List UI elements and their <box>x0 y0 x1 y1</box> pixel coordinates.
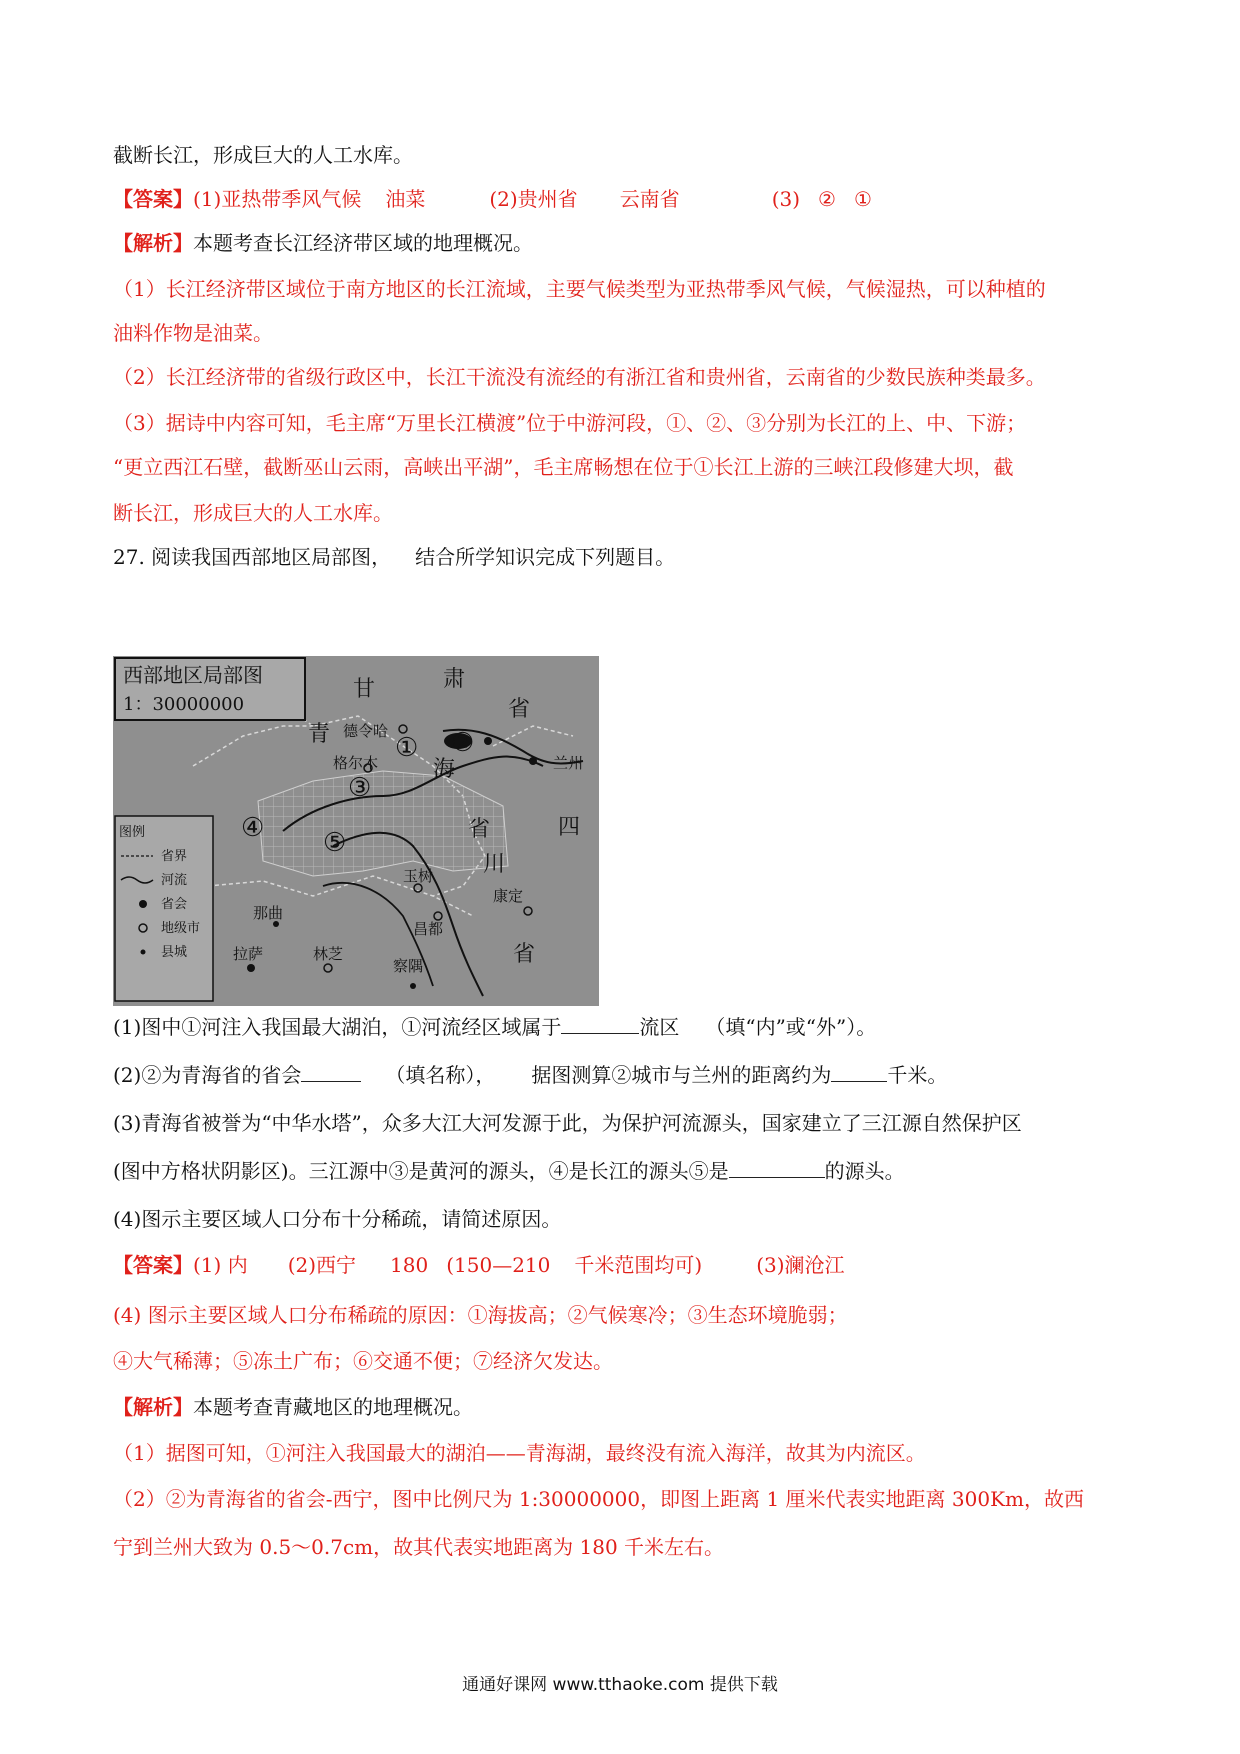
answer-part: 云南省 <box>619 187 680 211</box>
answer-part: (2)贵州省 <box>489 187 578 211</box>
map-label: 昌都 <box>413 920 444 938</box>
question-27 <box>113 542 1143 572</box>
answer-part: (1)亚热带季风气候 <box>193 187 362 211</box>
answer-27 <box>113 1250 1143 1280</box>
question-text: 27. 阅读我国西部地区局部图， <box>113 545 392 569</box>
map-label: 德令哈 <box>343 722 389 740</box>
question-3 <box>113 1156 1143 1186</box>
legend-item: 河流 <box>161 873 188 888</box>
map-label: 格尔木 <box>333 754 379 772</box>
answer-part: 千米范围均可) <box>574 1253 703 1277</box>
answer-part: (3) <box>771 187 801 211</box>
analysis-tag: 【解析】 <box>113 1395 193 1419</box>
map-marker: ① <box>395 733 419 763</box>
text-line: 油料作物是油菜。 <box>113 321 273 345</box>
map-label: 玉树 <box>403 867 434 885</box>
map-label: 四 <box>558 815 581 840</box>
text-line: (3)青海省被誉为“中华水塔”，众多大江大河发源于此，为保护河流源头，国家建立了三江源自然保护区 <box>113 1111 1022 1135</box>
map-marker: ④ <box>241 813 265 843</box>
legend-item: 地级市 <box>161 921 201 936</box>
map-title: 西部地区局部图 <box>123 663 263 687</box>
legend-item: 县城 <box>161 945 188 960</box>
map-label: 省 <box>513 942 536 967</box>
text-line: ④大气稀薄；⑤冻土广布；⑥交通不便；⑦经济欠发达。 <box>113 1349 613 1373</box>
answer-tag: 【答案】 <box>113 187 193 211</box>
map-scale: 1：30000000 <box>123 694 245 715</box>
text-line: 断长江，形成巨大的人工水库。 <box>113 501 393 525</box>
question-text: 千米。 <box>887 1063 948 1087</box>
map-label: 林芝 <box>313 945 344 963</box>
answer-part: ② <box>818 187 836 211</box>
map-label: 拉萨 <box>233 945 264 963</box>
text-line: （1）据图可知，①河注入我国最大的湖泊——青海湖，最终没有流入海洋，故其为内流区。 <box>113 1441 926 1465</box>
map-marker: ⑤ <box>323 828 347 858</box>
map-svg <box>113 656 599 1006</box>
map-label: 海 <box>433 757 456 782</box>
text-line: 宁到兰州大致为 0.5～0.7cm，故其代表实地距离为 180 千米左右。 <box>113 1535 725 1559</box>
answer-part: (150—210 <box>446 1253 551 1277</box>
analysis-26 <box>113 228 1143 258</box>
text-line: 截断长江，形成巨大的人工水库。 <box>113 143 413 167</box>
text-line: (4) 图示主要区域人口分布稀疏的原因：①海拔高；②气候寒冷；③生态环境脆弱； <box>113 1303 848 1327</box>
question-text: 流区 <box>639 1015 680 1039</box>
map-label: 青 <box>308 722 331 747</box>
answer-blank[interactable] <box>561 1013 639 1034</box>
text-line: （3）据诗中内容可知，毛主席“万里长江横渡”位于中游河段，①、②、③分别为长江的上、中、下游； <box>113 411 1027 435</box>
answer-blank[interactable] <box>831 1061 887 1082</box>
question-text: (1)图中①河注入我国最大湖泊，①河流经区域属于 <box>113 1015 562 1039</box>
page-footer: 通通好课网 www.tthaoke.com 提供下载 <box>462 1675 778 1695</box>
map-label: 肃 <box>443 667 466 692</box>
question-text: 的源头。 <box>824 1159 905 1183</box>
answer-part: (1) 内 <box>193 1253 248 1277</box>
question-text: （填“内”或“外”）。 <box>705 1015 877 1039</box>
map-label: 甘 <box>353 677 376 702</box>
legend-item: 省界 <box>161 849 188 864</box>
answer-26 <box>113 184 1143 214</box>
question-text: 结合所学知识完成下列题目。 <box>415 545 676 569</box>
analysis-text: 本题考查青藏地区的地理概况。 <box>193 1395 473 1419</box>
map-label: 察隅 <box>393 957 424 975</box>
answer-part: (2)西宁 <box>287 1253 357 1277</box>
question-text: (图中方格状阴影区)。三江源中③是黄河的源头，④是长江的源头⑤是 <box>113 1159 729 1183</box>
map-label: 那曲 <box>253 904 284 922</box>
analysis-tag: 【解析】 <box>113 231 193 255</box>
analysis-27 <box>113 1392 1143 1422</box>
text-line: （2）长江经济带的省级行政区中，长江干流没有流经的有浙江省和贵州省，云南省的少数民族种类最多。 <box>113 365 1046 389</box>
text-line: （1）长江经济带区域位于南方地区的长江流域，主要气候类型为亚热带季风气候，气候湿热，可以种植的 <box>113 277 1046 301</box>
answer-blank[interactable] <box>301 1061 361 1082</box>
legend-title: 图例 <box>119 825 146 840</box>
text-line: (4)图示主要区域人口分布十分稀疏，请简述原因。 <box>113 1207 562 1231</box>
map-label: 兰州 <box>553 754 584 772</box>
map-label: 康定 <box>493 887 524 905</box>
text-line: “更立西江石壁，截断巫山云雨，高峡出平湖”，毛主席畅想在位于①长江上游的三峡江段修建大坝，截 <box>113 455 1014 479</box>
map-label: 省 <box>508 697 531 722</box>
analysis-text: 本题考查长江经济带区域的地理概况。 <box>193 231 533 255</box>
map-marker: ② <box>451 728 475 758</box>
answer-tag: 【答案】 <box>113 1253 193 1277</box>
map-label: 省 <box>468 817 491 842</box>
answer-part: (3)澜沧江 <box>756 1253 845 1277</box>
map-marker: ③ <box>348 773 372 803</box>
question-text: （填名称）， <box>385 1063 496 1087</box>
answer-part: 油菜 <box>385 187 426 211</box>
answer-blank[interactable] <box>729 1157 825 1178</box>
legend-item: 省会 <box>161 897 188 912</box>
text-line: （2）②为青海省的省会-西宁，图中比例尺为 1:30000000，即图上距离 1 厘米代表实地距离 300Km，故西 <box>113 1487 1084 1511</box>
question-text: (2)②为青海省的省会 <box>113 1063 302 1087</box>
answer-part: 180 <box>390 1253 429 1277</box>
map-label: 川 <box>483 852 506 877</box>
answer-part: ① <box>853 187 872 211</box>
map-figure <box>113 656 599 1006</box>
question-2 <box>113 1060 1143 1090</box>
question-text: 据图测算②城市与兰州的距离约为 <box>531 1063 832 1087</box>
question-1 <box>113 1012 1143 1042</box>
